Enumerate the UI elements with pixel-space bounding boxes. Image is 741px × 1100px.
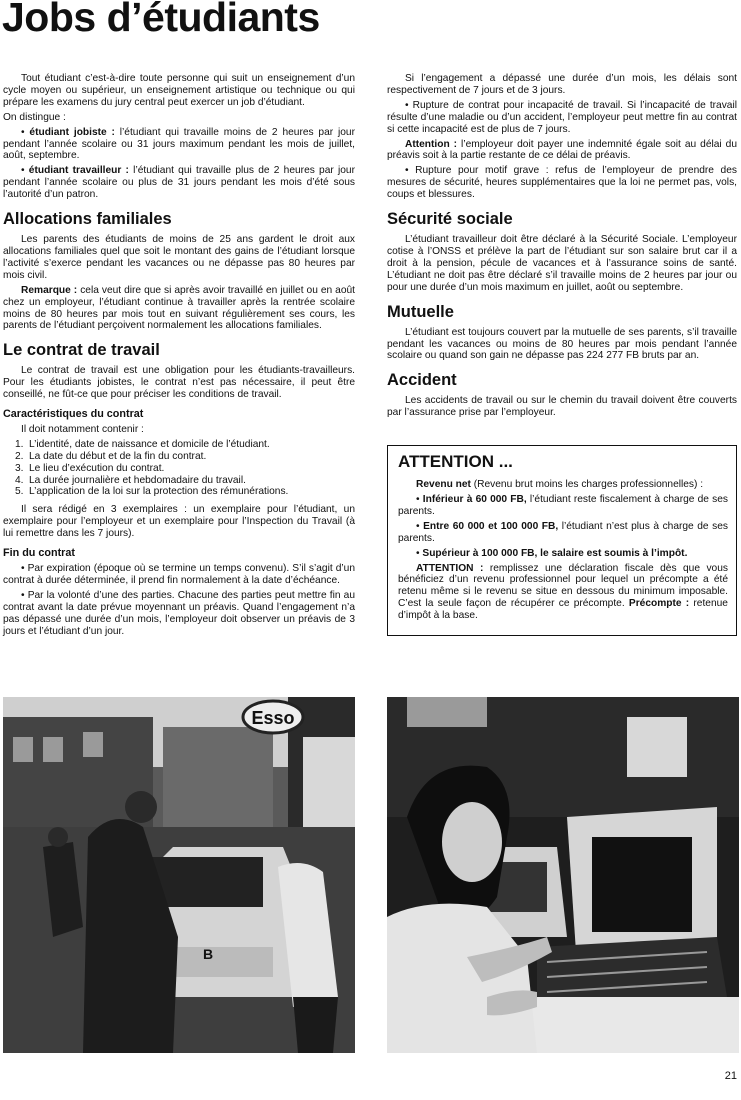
jobiste-term: étudiant jobiste : [29,126,115,138]
attention-box [387,445,737,636]
attention-term: Attention : [405,138,458,150]
remarque-paragraph [3,285,355,333]
bracket-low: • Inférieur à 60 000 FB, l’étudiant reste fiscalement à charge de ses parents. [398,494,728,517]
remarque-term: Remarque : [21,284,78,296]
bracket-high: • Supérieur à 100 000 FB, le salaire est soumis à l’impôt. [416,547,688,559]
fin-expiration: • Par expiration (époque où se termine un temps convenu). S’il s’agit d’un contrat à durée déterminée, il prend fin normalement à la date d’échéance. [3,563,355,586]
mutuelle-heading: Mutuelle [387,302,454,321]
jobiste-text: l’étudiant qui travaille moins de 2 heures par jour pendant l’année scolaire ou 31 jours maximum pendant les mois de juillet, août, septembre. [3,126,355,162]
bracket-mid: • Entre 60 000 et 100 000 FB, l’étudiant n’est plus à charge de ses parents. [398,520,728,544]
alloc-paragraph: Les parents des étudiants de moins de 25 ans gardent le droit aux allocations familiales quel que soit le montant des gains de l’étudiant lorsque l’activité s’exerce pendant les vacances ou ne dépasse pas 80 heures par mois civil. [3,234,355,281]
secu-heading: Sécurité sociale [387,210,513,229]
remarque-text: cela veut dire que si après avoir travaillé en juillet ou en août chez un employeur, l’étudiant continue à travailler après la rentrée scolaire moins de 80 heures par mois tout en suivant régulièrement ses cours, les parents de l’étudiant perçoivent normalement les allocations familiales. [3,284,355,332]
esso-sign: Esso [251,708,295,728]
license-plate: B [203,946,214,962]
attention-paragraph: Attention : l’employeur doit payer une indemnité égale soit au délai du préavis soit à la partie restante de ce délai de préavis. [387,138,737,162]
fin-heading: Fin du contrat [3,547,75,560]
carac-heading: Caractéristiques du contrat [3,408,144,421]
page-number: 21 [724,1070,737,1082]
rupture-motif-grave: • Rupture pour motif grave : refus de l’employeur de prendre des mesures de sécurité, heures supplémentaires que la loi ne permet pas, vols, coups et blessures. [387,165,737,201]
contrat-paragraph: Le contrat de travail est une obligation pour les étudiants-travailleurs. Pour les étudiants jobistes, le contrat n’est pas nécessaire, il peut être conseillé, ne fût-ce que pour préciser les conditions de travail. [3,365,355,401]
computer-terminal-image [387,697,739,1053]
page-title: Jobs d’étudiants [2,0,320,40]
list-item: 5. L’application de la loi sur la protection des rémunérations. [15,486,289,498]
declaration-paragraph: ATTENTION : remplissez une déclaration fiscale dès que vous bénéficiez d’un revenu professionnel pour lequel un précompte a été retenu même si le revenu se situe en dessous du minimum imposable. C’est la seule façon de récupérer ce précompte. Précompte : retenue d’impôt à la base. [398,562,728,622]
left-column [3,73,355,640]
revenu-net-line: Revenu net (Revenu brut moins les charges professionnelles) : [416,479,704,491]
list-item: 1. L’identité, date de naissance et domicile de l’étudiant. [15,438,270,450]
delais-paragraph: Si l’engagement a dépassé une durée d’un mois, les délais sont respectivement de 7 jours et de 3 jours. [387,73,737,96]
accident-paragraph: Les accidents de travail ou sur le chemin du travail doivent être couverts par l’assurance prise par l’employeur. [387,395,737,419]
right-column [387,73,737,636]
fin-volonte: • Par la volonté d’une des parties. Chacune des parties peut mettre fin au contrat avant la date prévue moyennant un préavis. Quand l’engagement n’a pas dépassé une durée d’un mois, l’employeur doit observer un préavis de 3 jours et l’étudiant d’un jour. [3,589,355,637]
attention-box-heading: ATTENTION ... [398,452,513,472]
rupture-incapacite: • Rupture de contrat pour incapacité de travail. Si l’incapacité de travail résulte d’une maladie ou d’un accident, l’employeur peut mettre fin au contrat si cette incapacité est de plus de 7 jours. [387,99,738,135]
computer-terminal-photo [387,697,739,1053]
jobiste-definition: • étudiant jobiste : l’étudiant qui travaille moins de 2 heures par jour pendant l’année scolaire ou 31 jours maximum pendant les mois de juillet, août, septembre. [3,126,355,162]
secu-paragraph: L’étudiant travailleur doit être déclaré à la Sécurité Sociale. L’employeur cotise à l’ONSS et prélève la part de l’étudiant sur son salaire brut car il a droit à la pension, pécule de vacances et à l’assurance soins de santé. L’étudiant ne doit pas être déclaré s’il travaille moins de 2 heures par jour ou pour une durée d’un mois maximum en juillet, août ou septembre. [387,234,737,293]
list-item: 2. La date du début et de la fin du contrat. [15,450,207,462]
intro-paragraph: Tout étudiant c’est-à-dire toute personne qui suit un enseignement d’un cycle moyen ou supérieur, un enseignement artistique ou technique ou qui prépare les examens du jury central peut exercer un job d’étudiant. [3,73,355,108]
alloc-heading: Allocations familiales [3,210,172,229]
contrat-heading: Le contrat de travail [3,341,160,360]
travailleur-definition: • étudiant travailleur : l’étudiant qui travaille plus de 2 heures par jour pendant l’année scolaire ou plus de 31 jours pendant les mois d’été sous l’autorité d’un patron. [3,165,355,201]
list-item: 3. Le lieu d’exécution du contrat. [15,462,165,474]
travailleur-text: l’étudiant qui travaille plus de 2 heures par jour pendant l’année scolaire ou plus de 31 jours pendant les mois d’été sous l’autorité d’un patron. [3,165,355,201]
accident-heading: Accident [387,371,457,390]
gas-station-photo [3,697,355,1053]
distinguish-line: On distingue : [3,111,66,123]
carac-list [3,439,355,499]
exemplaires-paragraph: Il sera rédigé en 3 exemplaires : un exemplaire pour l’étudiant, un exemplaire pour l’employeur et un exemplaire pour l’Inspection du Travail (à lui remettre dans les 7 jours). [3,504,355,540]
carac-intro: Il doit notamment contenir : [21,423,144,435]
mutuelle-paragraph: L’étudiant est toujours couvert par la mutuelle de ses parents, s’il travaille pendant les vacances ou moins de 80 heures par mois pendant l’année scolaire ou quand son gain ne dépasse pas 224 277 FB bruts par an. [387,326,737,362]
gas-station-image [3,697,355,1053]
travailleur-term: étudiant travailleur : [28,165,129,177]
list-item: 4. La durée journalière et hebdomadaire du travail. [15,474,246,486]
